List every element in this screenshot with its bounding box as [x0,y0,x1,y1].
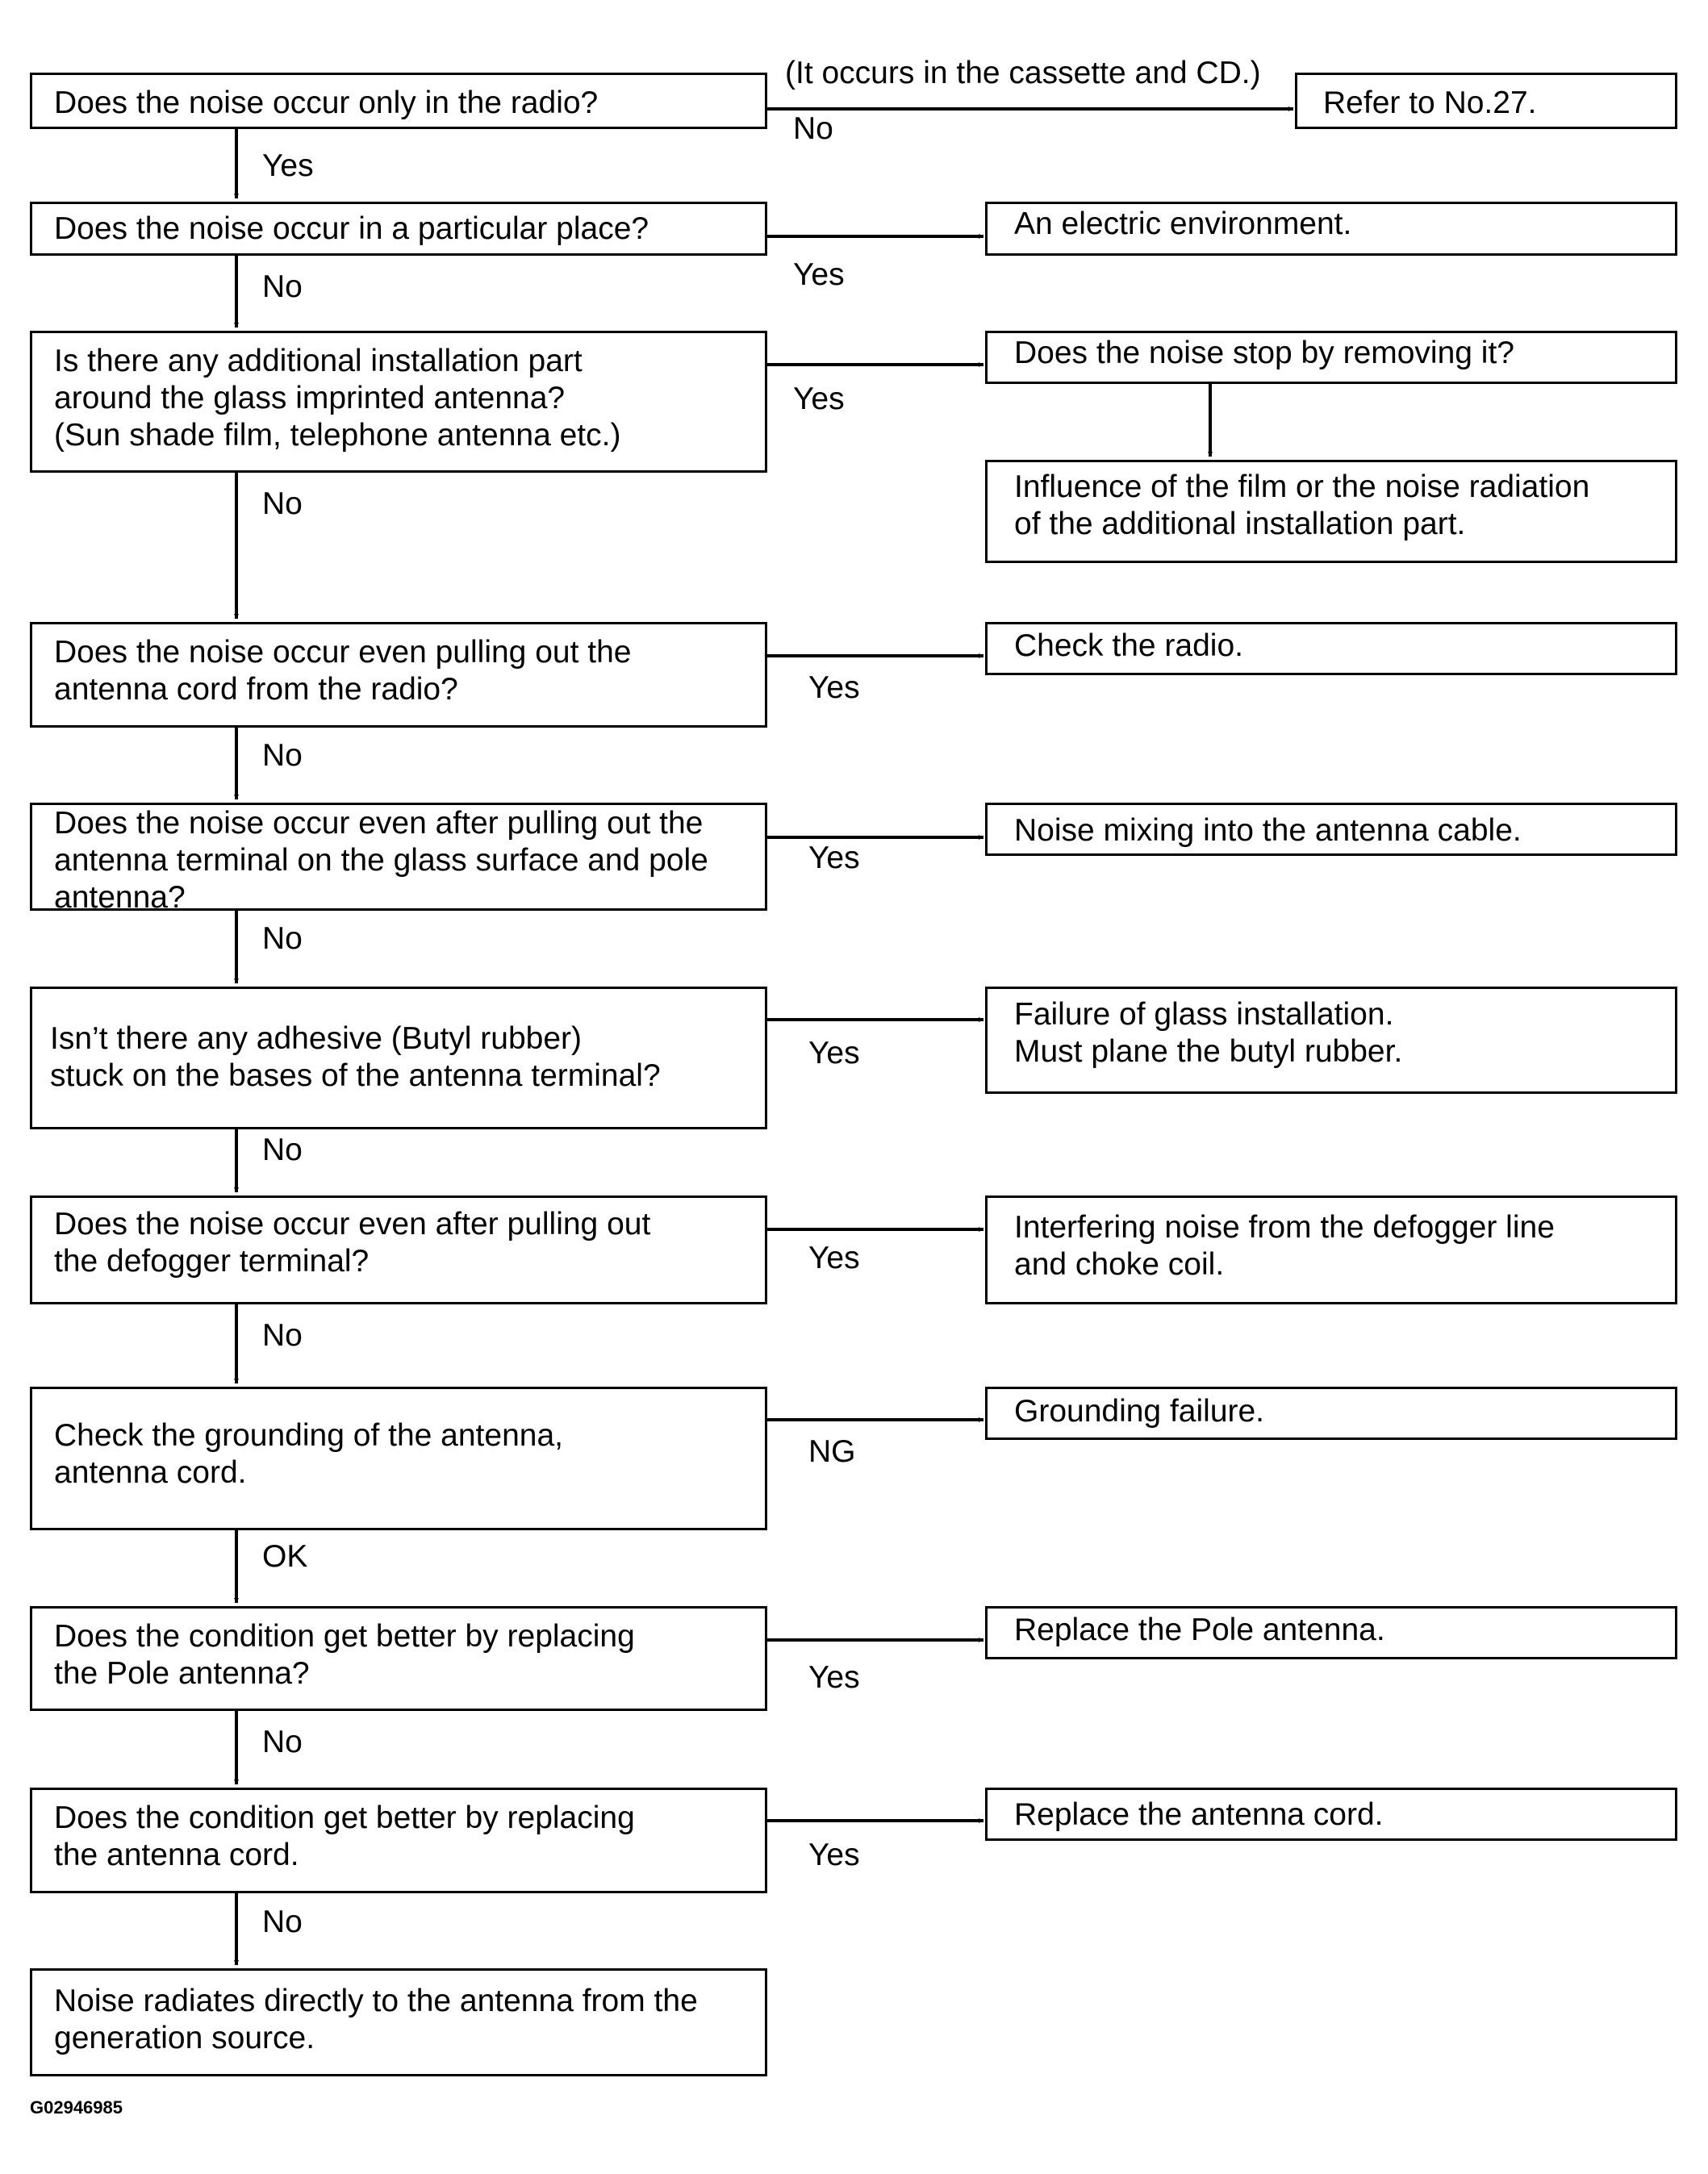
step-box-8: Check the grounding of the antenna, antenna cord. [30,1387,767,1530]
step-box-11: Noise radiates directly to the antenna from the generation source. [30,1968,767,2076]
figure-code: G02946985 [30,2097,123,2118]
label-no-3: No [262,486,303,521]
step-box-10: Does the condition get better by replacing the antenna cord. [30,1788,767,1893]
step-box-6: Isn’t there any adhesive (Butyl rubber) stuck on the bases of the antenna terminal? [30,987,767,1129]
label-no-7: No [262,1318,303,1353]
result-box-4: Check the radio. [985,622,1677,675]
label-yes-9: Yes [808,1660,860,1695]
label-no-10: No [262,1905,303,1939]
label-yes-2: Yes [793,257,845,292]
result-box-9: Replace the Pole antenna. [985,1606,1677,1659]
result-box-3a: Does the noise stop by removing it? [985,331,1677,384]
step-box-1: Does the noise occur only in the radio? [30,73,767,129]
label-ok-8: OK [262,1539,308,1574]
result-box-2: An electric environment. [985,202,1677,256]
result-box-10: Replace the antenna cord. [985,1788,1677,1841]
result-box-7: Interfering noise from the defogger line and choke coil. [985,1195,1677,1304]
step-box-4: Does the noise occur even pulling out the antenna cord from the radio? [30,622,767,728]
result-box-8: Grounding failure. [985,1387,1677,1440]
label-yes-5: Yes [808,841,860,875]
label-ng-8: NG [808,1434,856,1469]
label-no-5: No [262,921,303,956]
step-box-3: Is there any additional installation part around the glass imprinted antenna? (Sun shade film, telephone antenna etc.) [30,331,767,473]
step-box-9: Does the condition get better by replacing the Pole antenna? [30,1606,767,1711]
result-box-3b: Influence of the film or the noise radiation of the additional installation part. [985,460,1677,563]
label-yes-7: Yes [808,1241,860,1275]
result-box-5: Noise mixing into the antenna cable. [985,803,1677,856]
label-no-6: No [262,1133,303,1167]
step-box-7: Does the noise occur even after pulling out the defogger terminal? [30,1195,767,1304]
label-no-2: No [262,269,303,304]
step-box-2: Does the noise occur in a particular place? [30,202,767,256]
label-no-4: No [262,738,303,773]
label-yes-6: Yes [808,1036,860,1070]
step-box-5: Does the noise occur even after pulling out the antenna terminal on the glass surface and pole antenna? [30,803,767,911]
result-box-1: Refer to No.27. [1295,73,1677,129]
label-no-9: No [262,1725,303,1759]
note-cassette-cd: (It occurs in the cassette and CD.) [785,56,1261,90]
label-yes-4: Yes [808,670,860,705]
label-yes-10: Yes [808,1838,860,1872]
label-yes-1: Yes [262,148,314,183]
label-yes-3: Yes [793,382,845,416]
result-box-6: Failure of glass installation. Must plane the butyl rubber. [985,987,1677,1094]
label-no-1: No [793,111,833,146]
